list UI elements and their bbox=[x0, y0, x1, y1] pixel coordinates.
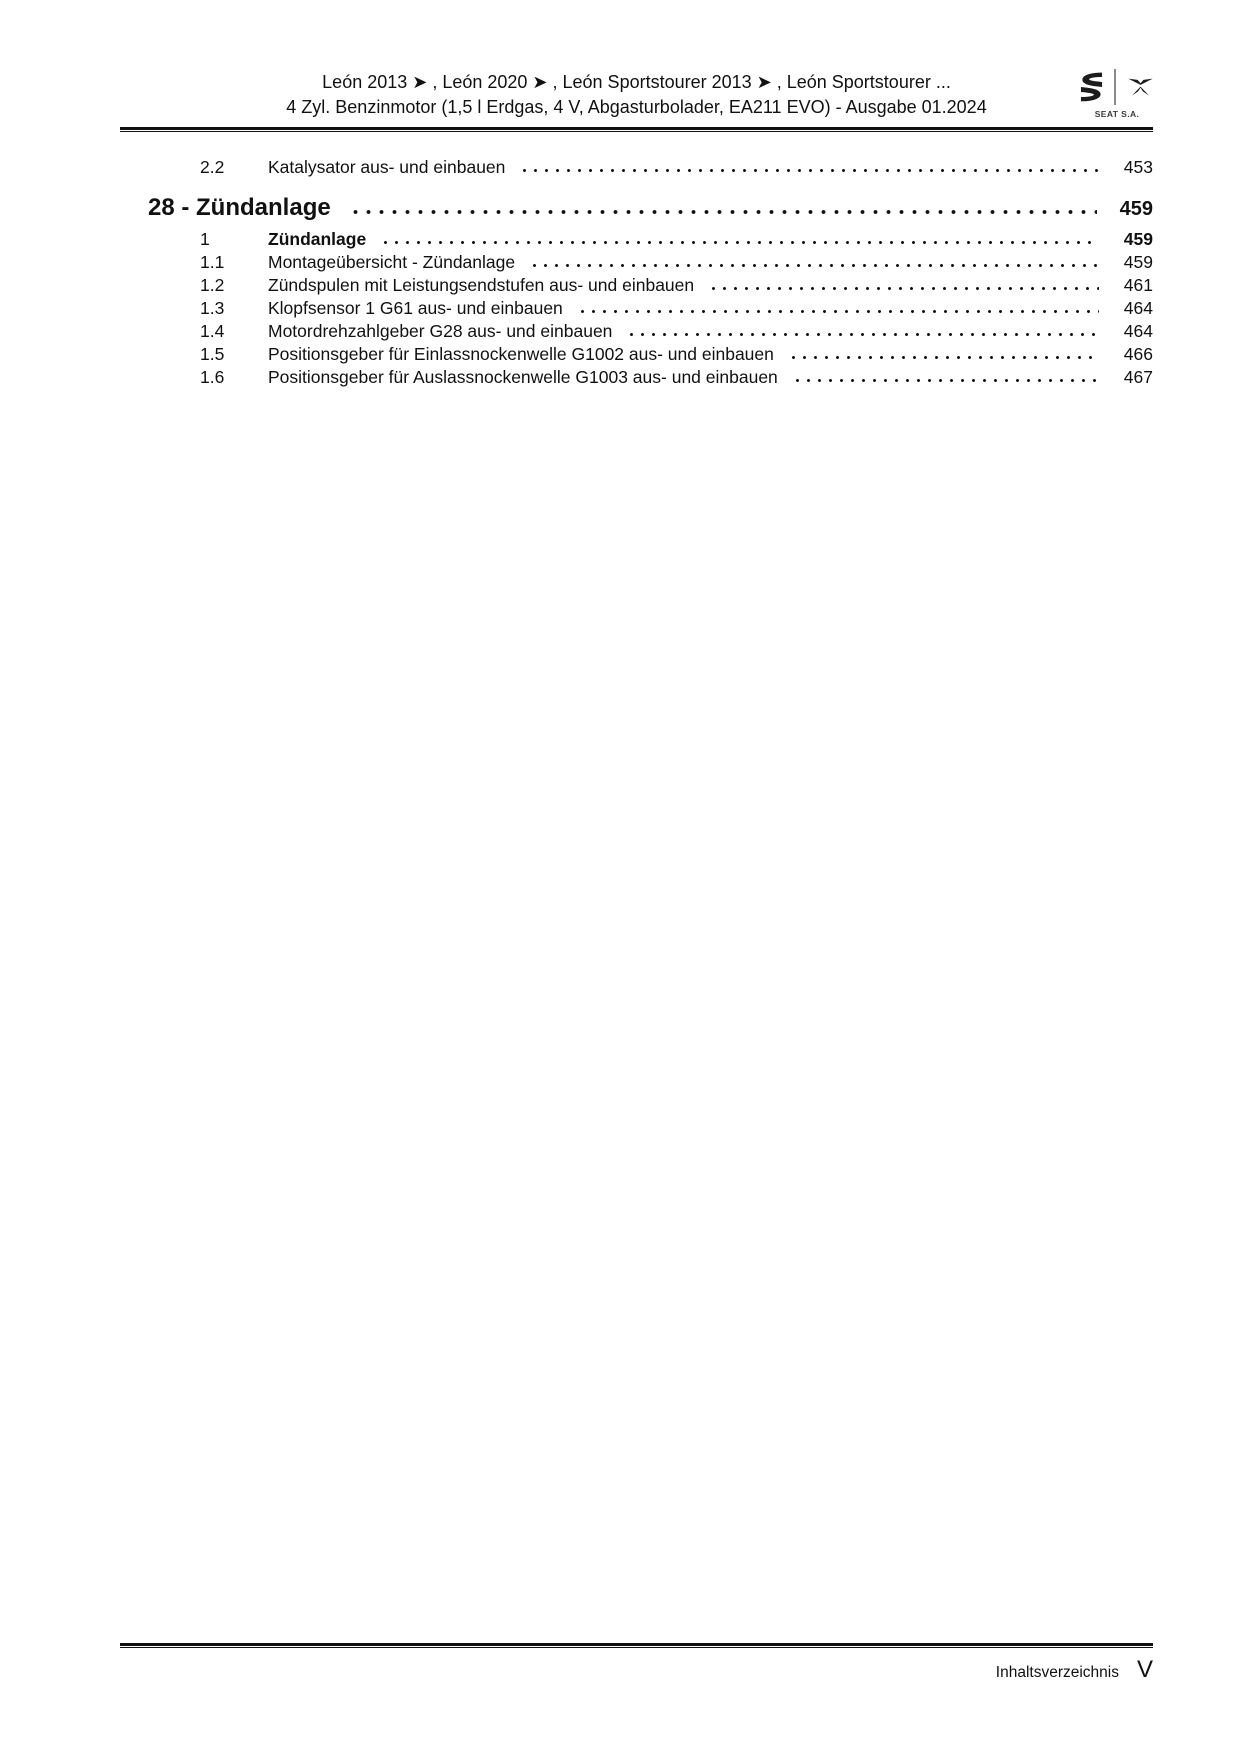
dot-leader bbox=[378, 240, 1099, 245]
toc-entry bbox=[120, 228, 1153, 251]
toc-entry-page: 466 bbox=[1123, 344, 1153, 364]
toc-entry-number: 1.1 bbox=[200, 252, 225, 272]
toc-entry bbox=[120, 251, 1153, 274]
toc-chapter-heading bbox=[120, 193, 1153, 224]
toc-entry-page: 459 bbox=[1123, 229, 1153, 249]
dot-leader bbox=[624, 332, 1099, 337]
footer-page-number: V bbox=[1136, 1656, 1153, 1683]
toc-entry-number: 2.2 bbox=[200, 157, 225, 177]
footer-section-label: Inhaltsverzeichnis bbox=[995, 1664, 1119, 1681]
toc-entry-number: 1 bbox=[200, 229, 210, 249]
toc-chapter-entries bbox=[120, 228, 1153, 389]
toc-entry-title: Zündspulen mit Leistungsendstufen aus- und einbauen bbox=[268, 275, 695, 295]
header-engine-line: 4 Zyl. Benzinmotor (1,5 l Erdgas, 4 V, Abgasturbolader, EA211 EVO) - Ausgabe 01.2024 bbox=[286, 97, 987, 117]
footer-rule bbox=[120, 1643, 1153, 1648]
toc-entry bbox=[120, 320, 1153, 343]
dot-leader bbox=[517, 168, 1099, 173]
toc-entry-title: Katalysator aus- und einbauen bbox=[268, 157, 506, 177]
dot-leader bbox=[790, 378, 1099, 383]
toc-entry-title: Klopfsensor 1 G61 aus- und einbauen bbox=[268, 298, 563, 318]
page-header bbox=[120, 70, 1153, 120]
dot-leader bbox=[527, 263, 1099, 268]
dot-leader bbox=[575, 309, 1099, 314]
toc-entry-page: 467 bbox=[1123, 367, 1153, 387]
toc-entry-title: Positionsgeber für Einlassnockenwelle G1002 aus- und einbauen bbox=[268, 344, 774, 364]
toc-entry-title: Montageübersicht - Zündanlage bbox=[268, 252, 516, 272]
toc-entry-number: 1.5 bbox=[200, 344, 225, 364]
toc-entry bbox=[120, 297, 1153, 320]
toc-entry-title: Zündanlage bbox=[268, 229, 367, 249]
table-of-contents bbox=[120, 156, 1153, 389]
toc-entry-page: 464 bbox=[1123, 298, 1153, 318]
toc-entry-page: 461 bbox=[1123, 275, 1153, 295]
dot-leader bbox=[347, 209, 1097, 215]
toc-chapter-title: 28 - Zündanlage bbox=[148, 194, 331, 221]
toc-entry bbox=[120, 156, 1153, 179]
header-model-line: León 2013 ➤ , León 2020 ➤ , León Sportstourer 2013 ➤ , León Sportstourer ... bbox=[322, 72, 951, 92]
dot-leader bbox=[706, 286, 1099, 291]
toc-entry-title: Positionsgeber für Auslassnockenwelle G1003 aus- und einbauen bbox=[268, 367, 778, 387]
page-footer bbox=[996, 1656, 1153, 1684]
dot-leader bbox=[786, 355, 1099, 360]
toc-entry-number: 1.4 bbox=[200, 321, 225, 341]
manufacturer-logo bbox=[1080, 70, 1154, 119]
header-rule bbox=[120, 127, 1153, 132]
cupra-logo-icon bbox=[1127, 75, 1154, 99]
toc-entry bbox=[120, 274, 1153, 297]
toc-entry-number: 1.2 bbox=[200, 275, 225, 295]
toc-entry-page: 459 bbox=[1123, 252, 1153, 272]
toc-entry bbox=[120, 366, 1153, 389]
toc-entry-number: 1.3 bbox=[200, 298, 225, 318]
toc-entry-page: 453 bbox=[1123, 157, 1153, 177]
logo-divider bbox=[1114, 69, 1116, 105]
toc-chapter-page: 459 bbox=[1119, 198, 1153, 220]
toc-entry-page: 464 bbox=[1123, 321, 1153, 341]
seat-s-logo-icon bbox=[1080, 71, 1103, 103]
toc-entry bbox=[120, 343, 1153, 366]
toc-entry-title: Motordrehzahlgeber G28 aus- und einbauen bbox=[268, 321, 613, 341]
toc-entry-number: 1.6 bbox=[200, 367, 225, 387]
logo-caption: SEAT S.A. bbox=[1094, 109, 1140, 119]
